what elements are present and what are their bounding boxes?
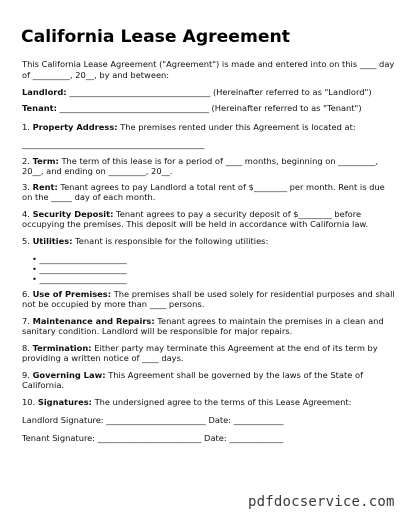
maintenance-clause xyxy=(22,316,384,326)
deposit-heading: Security Deposit: xyxy=(32,209,114,219)
signatures-number: 10. xyxy=(22,397,38,407)
landlord-label: Landlord: xyxy=(22,87,67,97)
utility-item: • _____________________ xyxy=(32,264,127,274)
law-text-1: This Agreement shall be governed by the laws of the State of xyxy=(105,370,364,380)
rent-heading: Rent: xyxy=(32,182,58,192)
site-watermark: pdfdocservice.com xyxy=(248,494,395,510)
termination-heading: Termination: xyxy=(32,343,92,353)
signatures-clause xyxy=(22,397,351,407)
tenant-text: ____________________________________ (Hereinafter referred to as "Tenant") xyxy=(56,103,362,113)
termination-text-2: providing a written notice of ____ days. xyxy=(22,353,184,363)
law-number: 9. xyxy=(22,370,33,380)
deposit-clause xyxy=(22,209,361,219)
term-clause xyxy=(22,156,378,166)
law-text-2: California. xyxy=(22,380,65,390)
signatures-heading: Signatures: xyxy=(37,397,92,407)
use-text-2: not be occupied by more than ____ persons. xyxy=(22,299,205,309)
deposit-text-1: Tenant agrees to pay a security deposit of $________ before xyxy=(113,209,362,219)
property-text: The premises rented under this Agreement is located at: xyxy=(117,122,356,132)
maintenance-text-1: Tenant agrees to maintain the premises in a clean and xyxy=(154,316,384,326)
tenant-signature-line: Tenant Signature: _________________________ Date: _____________ xyxy=(22,433,284,443)
termination-clause xyxy=(22,343,378,353)
utilities-number: 5. xyxy=(22,236,33,246)
landlord-text: __________________________________ (Hereinafter referred to as "Landlord") xyxy=(66,87,372,97)
tenant-line xyxy=(22,103,362,113)
utilities-clause xyxy=(22,236,268,246)
landlord-line xyxy=(22,87,372,97)
deposit-text-2: occupying the premises. This deposit will be held in accordance with California law. xyxy=(22,219,369,229)
use-heading: Use of Premises: xyxy=(32,289,112,299)
intro-line-2: of _________, 20__, by and between: xyxy=(22,70,170,80)
use-number: 6. xyxy=(22,289,33,299)
use-text-1: The premises shall be used solely for residential purposes and shall xyxy=(111,289,395,299)
termination-text-1: Either party may terminate this Agreement at the end of its term by xyxy=(91,343,378,353)
law-clause xyxy=(22,370,363,380)
signatures-text: The undersigned agree to the terms of this Lease Agreement: xyxy=(91,397,352,407)
utility-item: • _____________________ xyxy=(32,274,127,284)
property-blank: ____________________________________________ xyxy=(22,139,205,149)
document-title: California Lease Agreement xyxy=(21,27,290,47)
rent-text-2: on the _____ day of each month. xyxy=(22,192,156,202)
rent-clause xyxy=(22,182,385,192)
intro-line-1: This California Lease Agreement ("Agreement") is made and entered into on this ____ day xyxy=(22,59,395,69)
term-text-2: 20__, and ending on _________, 20__. xyxy=(22,166,173,176)
rent-text-1: Tenant agrees to pay Landlord a total rent of $________ per month. Rent is due xyxy=(57,182,385,192)
law-heading: Governing Law: xyxy=(32,370,106,380)
tenant-label: Tenant: xyxy=(22,103,57,113)
landlord-signature-line: Landlord Signature: ________________________ Date: ____________ xyxy=(22,415,284,425)
utilities-heading: Utilities: xyxy=(32,236,73,246)
term-text-1: The term of this lease is for a period of ____ months, beginning on _________, xyxy=(58,156,379,166)
termination-number: 8. xyxy=(22,343,33,353)
maintenance-text-2: sanitary condition. Landlord will be responsible for major repairs. xyxy=(22,326,293,336)
deposit-number: 4. xyxy=(22,209,33,219)
utilities-text: Tenant is responsible for the following utilities: xyxy=(72,236,269,246)
property-number: 1. xyxy=(22,122,33,132)
rent-number: 3. xyxy=(22,182,33,192)
property-clause xyxy=(22,122,356,132)
utility-item: • _____________________ xyxy=(32,254,127,264)
term-number: 2. xyxy=(22,156,33,166)
maintenance-heading: Maintenance and Repairs: xyxy=(32,316,155,326)
maintenance-number: 7. xyxy=(22,316,33,326)
use-clause xyxy=(22,289,395,299)
term-heading: Term: xyxy=(32,156,59,166)
property-heading: Property Address: xyxy=(32,122,118,132)
